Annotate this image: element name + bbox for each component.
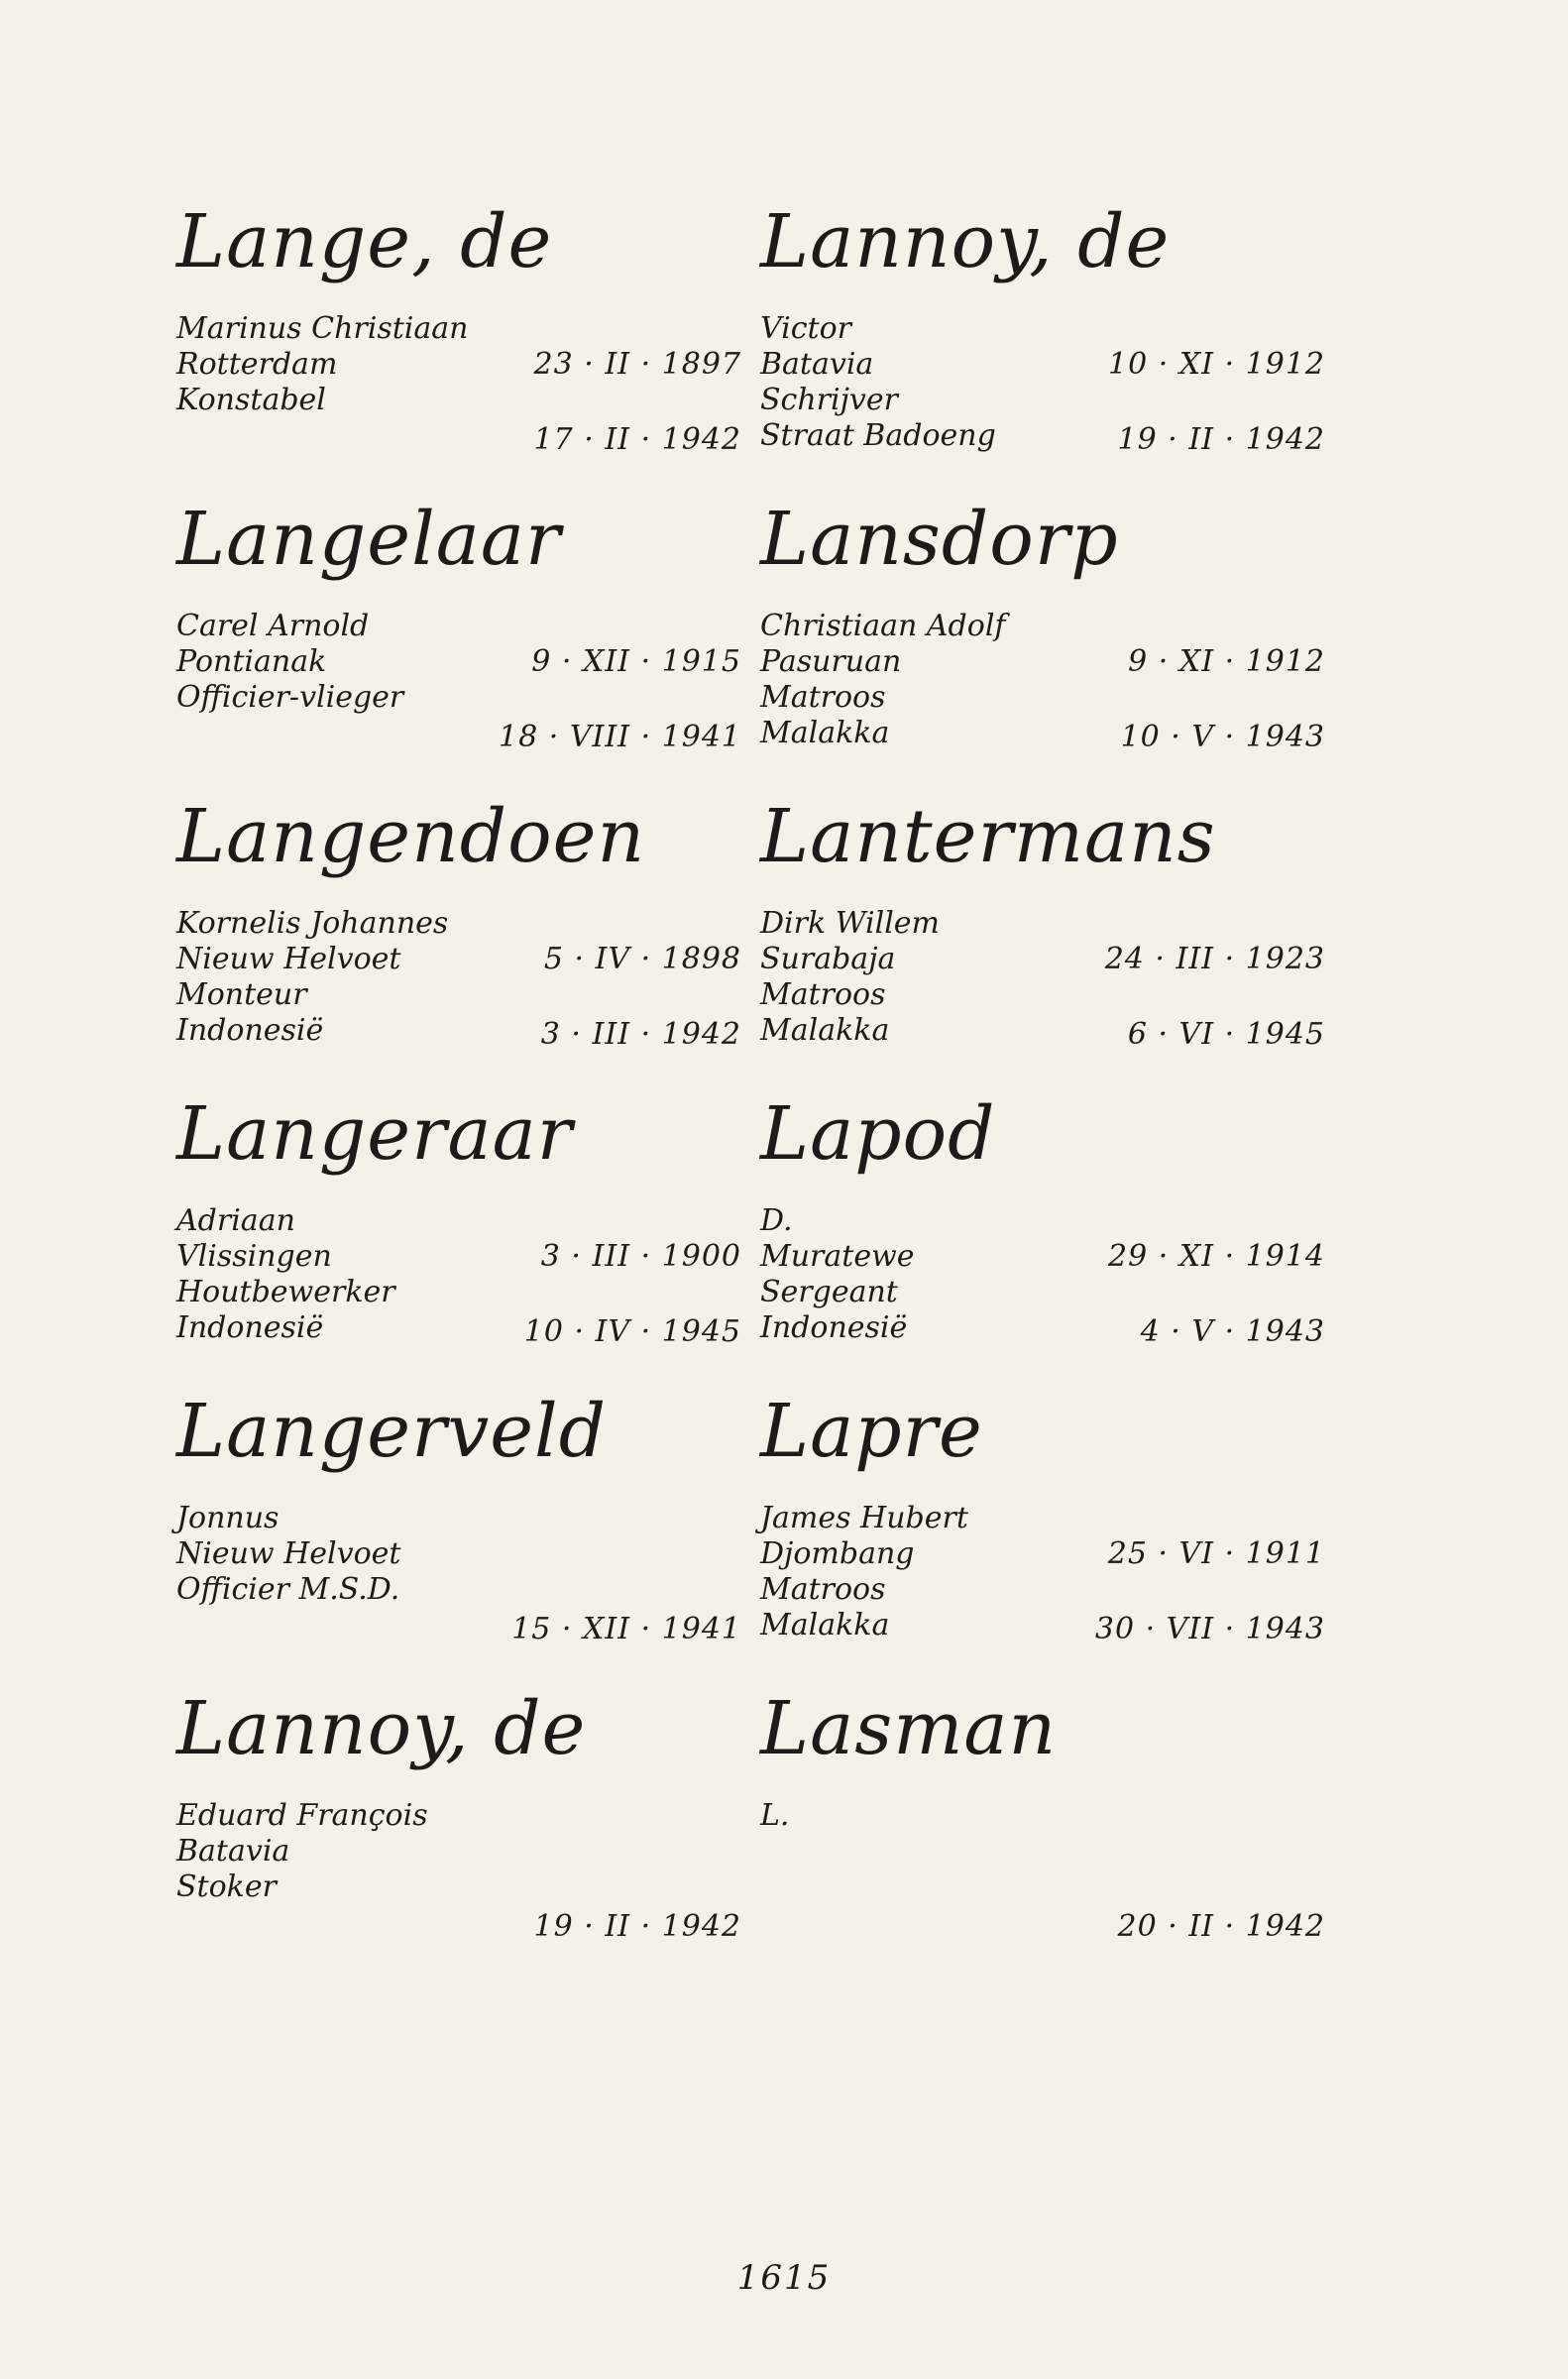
given-names: Kornelis Johannes bbox=[176, 906, 449, 941]
given-names: D. bbox=[760, 1203, 793, 1238]
surname: Lasman bbox=[760, 1686, 1058, 1771]
given-names: Adriaan bbox=[176, 1203, 295, 1238]
birth-date: 10 · XI · 1912 bbox=[1108, 347, 1325, 382]
birthplace: Surabaja bbox=[760, 942, 896, 976]
place-of-death: Straat Badoeng bbox=[760, 418, 996, 453]
occupation: Stoker bbox=[176, 1869, 277, 1904]
place-of-death: Malakka bbox=[760, 1608, 890, 1643]
given-names: Christiaan Adolf bbox=[760, 609, 1006, 643]
given-names: Eduard François bbox=[176, 1798, 428, 1833]
entry-lapre bbox=[760, 1388, 1325, 1675]
entry-lannoy-de bbox=[760, 198, 1325, 486]
birthplace: Muratewe bbox=[760, 1239, 915, 1274]
birthplace: Pasuruan bbox=[760, 644, 902, 679]
given-names: L. bbox=[760, 1798, 790, 1833]
birth-date: 9 · XI · 1912 bbox=[1128, 644, 1325, 679]
place-of-death: Indonesië bbox=[760, 1310, 908, 1345]
given-names: Jonnus bbox=[176, 1501, 280, 1535]
place-of-death: Malakka bbox=[760, 1013, 890, 1048]
entry-langerveld bbox=[176, 1388, 741, 1675]
given-names: Dirk Willem bbox=[760, 906, 940, 941]
birth-date: 23 · II · 1897 bbox=[533, 347, 741, 382]
occupation: Officier M.S.D. bbox=[176, 1572, 400, 1607]
birth-date: 5 · IV · 1898 bbox=[543, 942, 741, 976]
birth-date: 29 · XI · 1914 bbox=[1108, 1239, 1325, 1274]
place-of-death: Malakka bbox=[760, 716, 890, 750]
death-date: 10 · IV · 1945 bbox=[523, 1314, 741, 1349]
surname: Lange, de bbox=[176, 199, 553, 284]
entry-lantermans bbox=[760, 793, 1325, 1080]
death-date: 20 · II · 1942 bbox=[1117, 1909, 1325, 1944]
occupation: Konstabel bbox=[176, 383, 326, 417]
surname: Lapre bbox=[760, 1389, 983, 1474]
occupation: Schrijver bbox=[760, 383, 898, 417]
death-date: 18 · VIII · 1941 bbox=[499, 720, 741, 754]
given-names: James Hubert bbox=[760, 1501, 968, 1535]
surname: Lapod bbox=[760, 1091, 996, 1177]
death-date: 19 · II · 1942 bbox=[533, 1909, 741, 1944]
entry-lansdorp bbox=[760, 496, 1325, 783]
birthplace: Djombang bbox=[760, 1536, 915, 1571]
entry-lannoy-de-2 bbox=[176, 1685, 741, 1973]
occupation: Sergeant bbox=[760, 1275, 898, 1309]
entry-lasman bbox=[760, 1685, 1325, 1973]
birth-date: 3 · III · 1900 bbox=[540, 1239, 741, 1274]
death-date: 19 · II · 1942 bbox=[1117, 422, 1325, 457]
birthplace: Batavia bbox=[760, 347, 874, 382]
birthplace: Rotterdam bbox=[176, 347, 338, 382]
death-date: 10 · V · 1943 bbox=[1120, 720, 1325, 754]
occupation: Matroos bbox=[760, 1572, 886, 1607]
entry-langelaar bbox=[176, 496, 741, 783]
surname: Lannoy, de bbox=[176, 1686, 587, 1771]
entry-langendoen bbox=[176, 793, 741, 1080]
death-date: 3 · III · 1942 bbox=[540, 1017, 741, 1052]
birthplace: Nieuw Helvoet bbox=[176, 942, 401, 976]
death-date: 4 · V · 1943 bbox=[1140, 1314, 1325, 1349]
birthplace: Batavia bbox=[176, 1834, 290, 1869]
birth-date: 9 · XII · 1915 bbox=[531, 644, 741, 679]
death-date: 30 · VII · 1943 bbox=[1094, 1612, 1325, 1646]
occupation: Officier-vlieger bbox=[176, 680, 404, 715]
surname: Langelaar bbox=[176, 497, 562, 582]
birthplace: Vlissingen bbox=[176, 1239, 332, 1274]
birth-date: 24 · III · 1923 bbox=[1104, 942, 1325, 976]
entry-lapod bbox=[760, 1090, 1325, 1378]
surname: Lantermans bbox=[760, 794, 1216, 879]
surname: Langendoen bbox=[176, 794, 646, 879]
occupation: Monteur bbox=[176, 977, 307, 1012]
death-date: 6 · VI · 1945 bbox=[1127, 1017, 1325, 1052]
entry-lange-de bbox=[176, 198, 741, 486]
entry-langeraar bbox=[176, 1090, 741, 1378]
given-names: Marinus Christiaan bbox=[176, 311, 469, 346]
surname: Lansdorp bbox=[760, 497, 1119, 582]
surname: Langeraar bbox=[176, 1091, 574, 1177]
occupation: Matroos bbox=[760, 977, 886, 1012]
birthplace: Nieuw Helvoet bbox=[176, 1536, 401, 1571]
occupation: Houtbewerker bbox=[176, 1275, 395, 1309]
given-names: Victor bbox=[760, 311, 851, 346]
surname: Lannoy, de bbox=[760, 199, 1171, 284]
place-of-death: Indonesië bbox=[176, 1310, 324, 1345]
place-of-death: Indonesië bbox=[176, 1013, 324, 1048]
death-date: 17 · II · 1942 bbox=[533, 422, 741, 457]
death-date: 15 · XII · 1941 bbox=[511, 1612, 741, 1646]
birth-date: 25 · VI · 1911 bbox=[1107, 1536, 1325, 1571]
page-number: 1615 bbox=[736, 2258, 832, 2298]
occupation: Matroos bbox=[760, 680, 886, 715]
given-names: Carel Arnold bbox=[176, 609, 370, 643]
surname: Langerveld bbox=[176, 1389, 608, 1474]
birthplace: Pontianak bbox=[176, 644, 327, 679]
